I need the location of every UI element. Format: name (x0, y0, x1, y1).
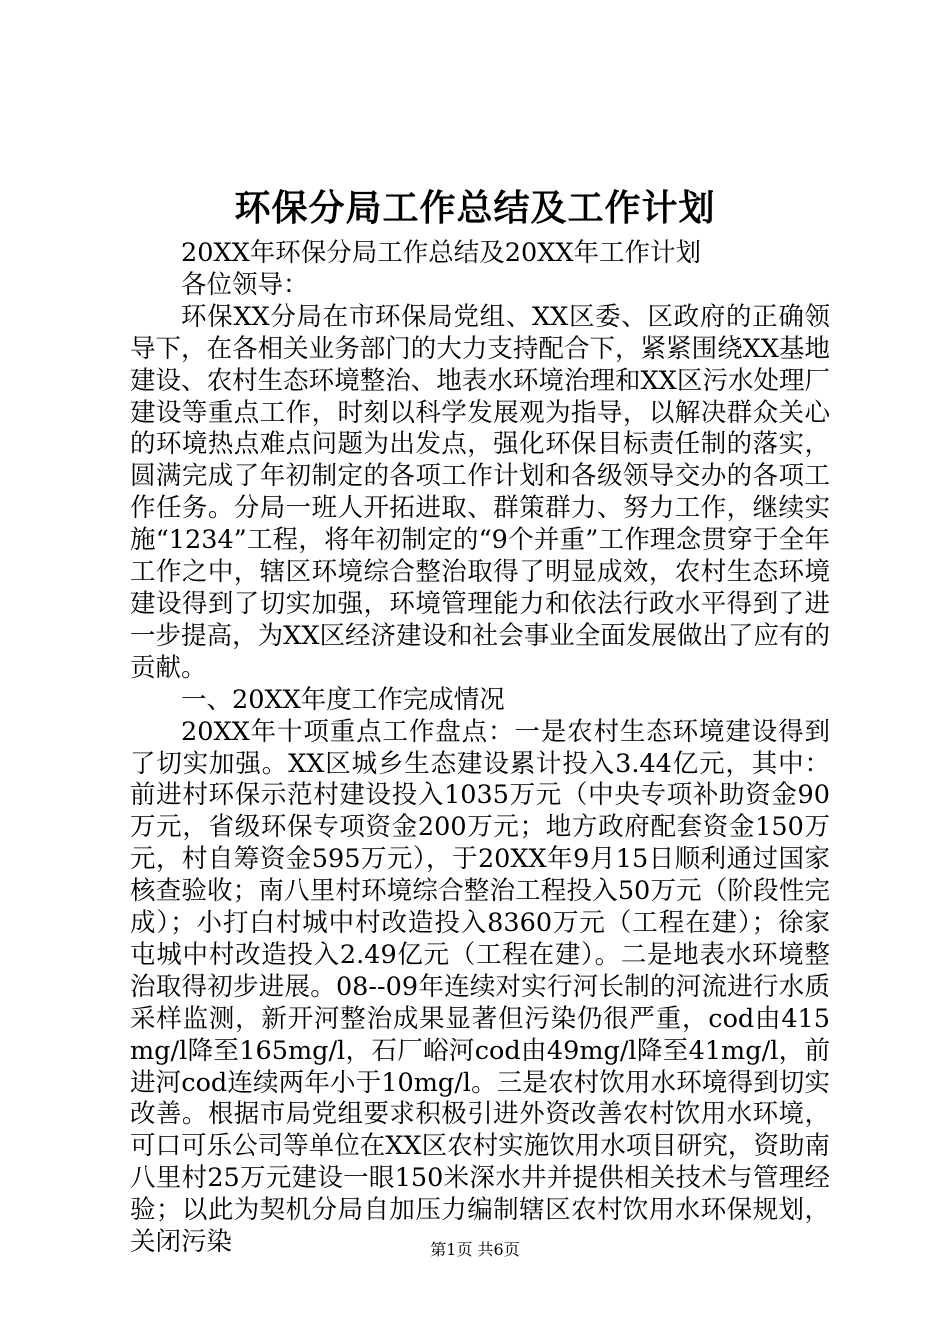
document-title: 环保分局工作总结及工作计划 (234, 187, 716, 229)
subtitle-line: 20XX年环保分局工作总结及20XX年工作计划 (181, 238, 702, 268)
intro-paragraph: 环保XX分局在市环保局党组、XX区委、区政府的正确领导下，在各相关业务部门的大力支持配合下，紧紧围绕XX基地建设、农村生态环境整治、地表水环境治理和XX区污水处理厂建设等重点工作，时刻以科学发展观为指导，以解决群众关心的环境热点难点问题为出发点，强化环保目标责任制的落实，圆满完成了年初制定的各项工作计划和各级领导交办的各项工作任务。分局一班人开拓进取、群策群力、努力工作，继续实施“1234”工程，将年初制定的“9个并重”工作理念贯穿于全年工作之中，辖区环境综合整治取得了明显成效，农村生态环境建设得到了切实加强，环境管理能力和依法行政水平得到了进一步提高，为XX区经济建设和社会事业全面发展做出了应有的贡献。 (130, 301, 830, 683)
page-number-footer: 第1页 共6页 (430, 1240, 520, 1259)
document-body (130, 238, 830, 1259)
work-summary-paragraph: 20XX年十项重点工作盘点：一是农村生态环境建设得到了切实加强。XX区城乡生态建设累计投入3.44亿元，其中：前进村环保示范村建设投入1035万元（中央专项补助资金90万元，省级环保专项资金200万元；地方政府配套资金150万元，村自筹资金595万元），于20XX年9月15日顺利通过国家核查验收；南八里村环境综合整治工程投入50万元（阶段性完成）；小打白村城中村改造投入8360万元（工程在建）；徐家屯城中村改造投入2.49亿元（工程在建）。二是地表水环境整治取得初步进展。08--09年连续对实行河长制的河流进行水质采样监测，新开河整治成果显著但污染仍很严重，cod由415mg/l降至165mg/l，石厂峪河cod由49mg/l降至41mg/l，前进河cod连续两年小于10mg/l。三是农村饮用水环境得到切实改善。根据市局党组要求积极引进外资改善农村饮用水环境，可口可乐公司等单位在XX区农村实施饮用水项目研究，资助南八里村25万元建设一眼150米深水井并提供相关技术与管理经验；以此为契机分局自加压力编制辖区农村饮用水环保规划，关闭污染 (130, 716, 830, 1258)
salutation-line: 各位领导： (181, 269, 309, 300)
section-heading: 一、20XX年度工作完成情况 (181, 684, 505, 715)
